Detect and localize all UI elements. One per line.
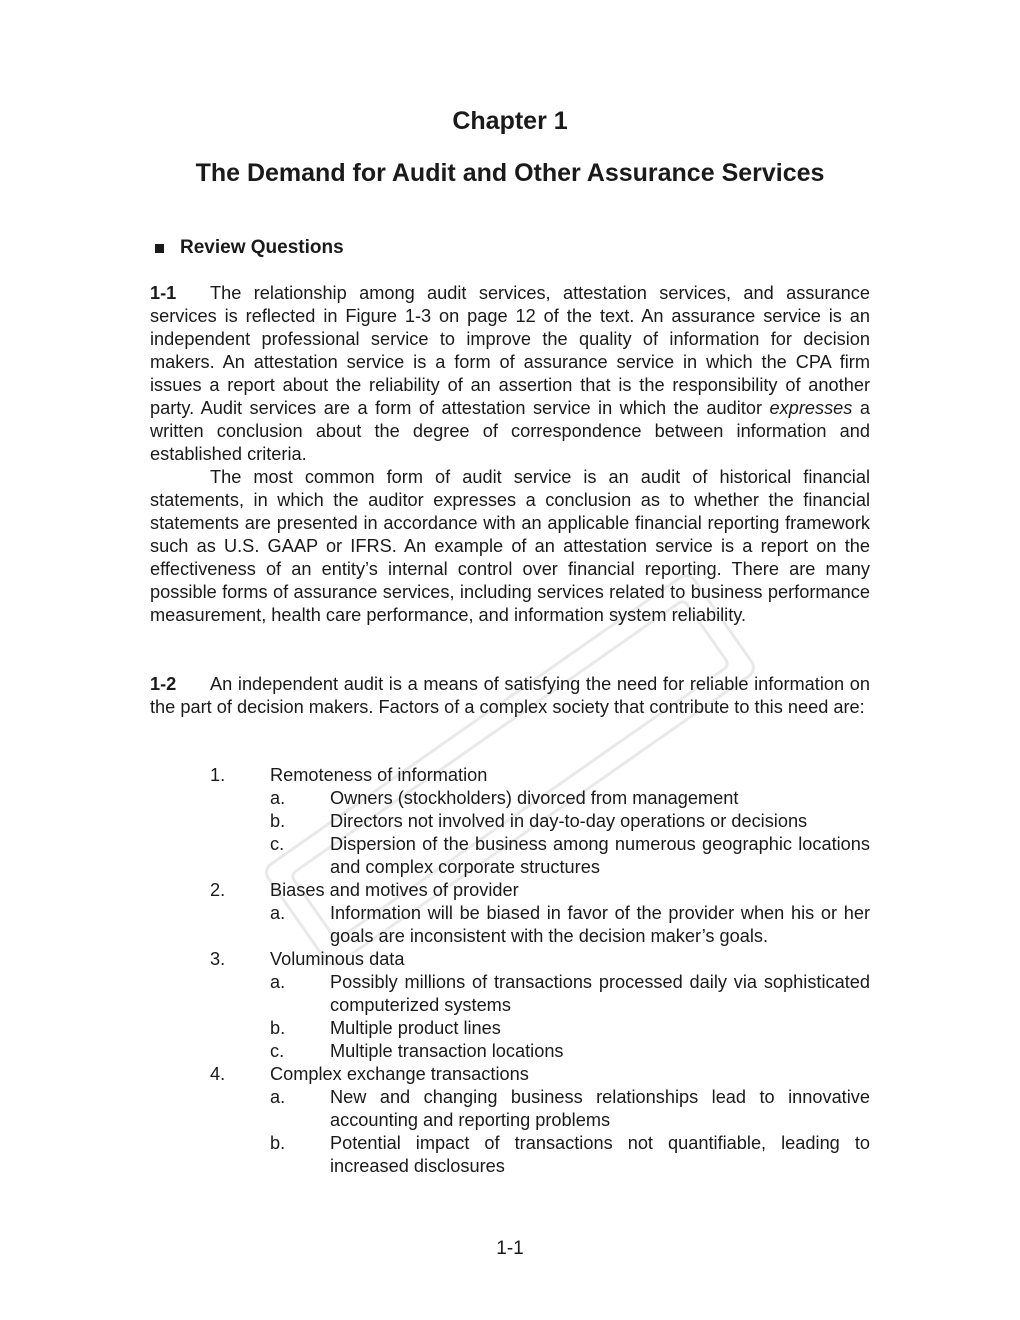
list-number: 2. (210, 880, 226, 900)
sub-list-text: Owners (stockholders) divorced from management (330, 788, 739, 808)
list-item (150, 879, 870, 902)
page-number: 1-1 (496, 1238, 524, 1259)
sub-list-item (150, 1132, 870, 1178)
list-label: Biases and motives of provider (270, 880, 519, 900)
sub-list-letter: a. (270, 1087, 286, 1107)
sub-list-item (150, 1040, 870, 1063)
chapter-label: Chapter 1 (452, 107, 568, 135)
sub-list-item (150, 971, 870, 1017)
sub-list-letter: b. (270, 811, 286, 831)
factor-list (150, 764, 870, 1178)
sub-list-item (150, 1017, 870, 1040)
list-label: Complex exchange transactions (270, 1064, 529, 1084)
sub-list-item (150, 833, 870, 879)
sub-list-letter: c. (270, 834, 285, 854)
section-heading (155, 236, 344, 260)
sub-list-letter: a. (270, 972, 286, 992)
list-number: 3. (210, 949, 226, 969)
list-item (150, 764, 870, 787)
list-label: Remoteness of information (270, 765, 488, 785)
question-number: 1-1 (150, 283, 177, 303)
sub-list-item (150, 810, 870, 833)
sub-list-text: Dispersion of the business among numerous geographic locations and complex corporate structures (330, 834, 870, 877)
sub-list-item (150, 1086, 870, 1132)
emphasized-word: expresses (769, 398, 853, 418)
sub-list-text: Multiple transaction locations (330, 1041, 564, 1061)
sub-list-letter: a. (270, 903, 286, 923)
question-number: 1-2 (150, 674, 177, 694)
list-number: 4. (210, 1064, 226, 1084)
sub-list-text: Multiple product lines (330, 1018, 501, 1038)
question-1-1-paragraph-2: The most common form of audit service is an audit of historical financial statements, in which the auditor expresses a conclusion as to whether the financial statements are presented in accordance with an applicable financial reporting framework such as U.S. GAAP or IFRS. An example of an attestation service is a report on the effectiveness of an entity’s internal control over financial reporting. There are many possible forms of assurance services, including services related to business performance measurement, health care performance, and information system reliability. (150, 467, 870, 625)
sub-list-item (150, 787, 870, 810)
list-label: Voluminous data (270, 949, 405, 969)
question-1-1 (150, 282, 870, 627)
list-item (150, 1063, 870, 1086)
sub-list-letter: b. (270, 1133, 286, 1153)
paragraph-text-part: a written conclusion about the degree of correspondence between information and established criteria. (150, 398, 870, 464)
sub-list-text: Possibly millions of transactions processed daily via sophisticated computerized systems (330, 972, 870, 1015)
list-number: 1. (210, 765, 226, 785)
question-1-2-paragraph (150, 673, 870, 719)
sub-list-text: Information will be biased in favor of the provider when his or her goals are inconsistent with the decision maker’s goals. (330, 903, 870, 946)
question-1-1-paragraph-1 (150, 282, 870, 466)
paragraph-text-part: The relationship among audit services, attestation services, and assurance services is reflected in Figure 1-3 on page 12 of the text. An assurance service is an independent professional service to improve the quality of information for decision makers. An attestation service is a form of assurance service in which the CPA firm issues a report about the reliability of an assertion that is the responsibility of another party. Audit services are a form of attestation service in which the auditor (150, 283, 870, 418)
sub-list-text: Directors not involved in day-to-day operations or decisions (330, 811, 808, 831)
square-bullet-icon (155, 244, 164, 253)
section-heading-text: Review Questions (180, 237, 344, 258)
sub-list-letter: c. (270, 1041, 285, 1061)
sub-list-letter: b. (270, 1018, 286, 1038)
sub-list-text: New and changing business relationships lead to innovative accounting and reporting problems (330, 1087, 870, 1130)
question-1-2 (150, 673, 870, 719)
sub-list-text: Potential impact of transactions not quantifiable, leading to increased disclosures (330, 1133, 870, 1176)
chapter-title: The Demand for Audit and Other Assurance Services (195, 159, 825, 187)
sub-list-item (150, 902, 870, 948)
sub-list-letter: a. (270, 788, 286, 808)
paragraph-text: An independent audit is a means of satisfying the need for reliable information on the part of decision makers. Factors of a complex society that contribute to this need are: (150, 674, 870, 717)
list-item (150, 948, 870, 971)
